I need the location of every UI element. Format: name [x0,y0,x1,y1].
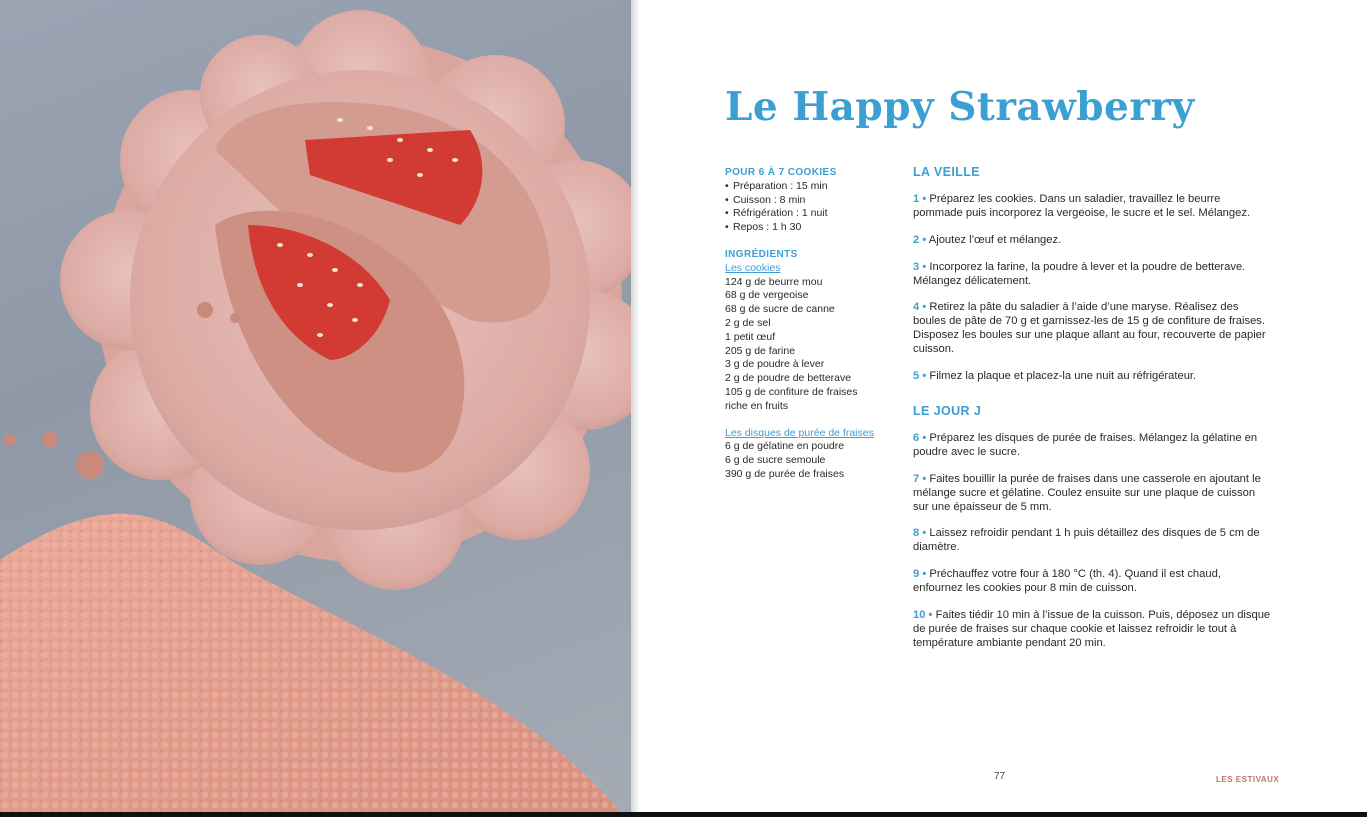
ingredient-item: 6 g de sucre semoule [725,454,826,467]
step-item [913,193,1271,221]
time-item: • Cuisson : 8 min [725,194,905,208]
step-item [913,527,1271,555]
running-head: LES ESTIVAUX [1216,775,1280,784]
step-number: 5 • [913,370,927,383]
ingredient-item: 105 g de confiture de fraises riche en fruits [725,385,858,412]
step-number: 2 • [913,233,927,246]
ingredient-item: 68 g de vergeoise [725,289,809,302]
step-item [913,432,1271,460]
cookie-plate-illustration [0,0,631,812]
ingredient-item: 1 petit œuf [725,330,776,343]
step-item [913,234,1271,248]
step-number: 7 • [913,472,927,485]
step-item [913,473,1271,515]
step-text: Préchauffez votre four à 180 °C (th. 4). Quand il est chaud, enfournez les cookies pour 8 min de cuisson. [913,568,1221,595]
ingredient-item: 124 g de beurre mou [725,275,823,288]
jour-heading: LE JOUR J [913,403,982,418]
step-text: Ajoutez l’œuf et mélangez. [928,233,1062,246]
discs-subheading: Les disques de purée de fraises [725,426,874,439]
step-number: 10 • [913,609,933,622]
time-item: • Réfrigération : 1 nuit [725,207,905,221]
step-item [913,370,1271,384]
step-number: 9 • [913,568,927,581]
step-text: Incorporez la farine, la poudre à lever et la poudre de betterave. Mélangez délicatement. [913,260,1246,287]
step-item [913,261,1271,289]
steps-column [913,166,1271,664]
ingredient-item: 390 g de purée de fraises [725,467,845,480]
step-item [913,301,1271,357]
step-number: 1 • [913,192,927,205]
step-number: 8 • [913,527,927,540]
veille-heading: LA VEILLE [913,165,981,179]
ingredient-item: 68 g de sucre de canne [725,303,835,316]
step-text: Faites tiédir 10 min à l’issue de la cuisson. Puis, déposez un disque de purée de fraises sur chaque cookie et laissez refroidir le tout à température ambiante pendant 20 min. [913,609,1271,649]
page-gutter [631,0,639,812]
step-number: 6 • [913,431,927,444]
step-number: 4 • [913,301,927,314]
step-number: 3 • [913,260,927,273]
ingredient-item: 2 g de poudre de betterave [725,372,852,385]
step-item [913,568,1271,596]
knitted-cloth [0,514,620,812]
ingredients-column [725,166,905,482]
recipe-page [639,0,1367,812]
step-text: Retirez la pâte du saladier à l’aide d’une maryse. Réalisez des boules de pâte de 70 g et garnissez-les de 15 g de confiture de fraises. Disposez les boules sur une plaque allant au four, recouverte de papier cuisson. [913,301,1266,356]
step-text: Filmez la plaque et placez-la une nuit au réfrigérateur. [929,370,1197,383]
time-item: • Préparation : 15 min [725,180,905,194]
ingredient-item: 3 g de poudre à lever [725,358,825,371]
ingredient-item: 2 g de sel [725,316,771,329]
step-item [913,609,1271,651]
recipe-title: Le Happy Strawberry [725,84,1195,130]
ingredients-heading: INGRÉDIENTS [725,248,798,260]
cookies-subheading: Les cookies [725,261,781,274]
time-item: • Repos : 1 h 30 [725,221,905,235]
ingredient-item: 6 g de gélatine en poudre [725,440,845,453]
step-text: Laissez refroidir pendant 1 h puis détaillez des disques de 5 cm de diamètre. [913,527,1260,554]
step-text: Préparez les cookies. Dans un saladier, travaillez le beurre pommade puis incorporez la vergeoise, le sucre et le sel. Mélangez. [913,192,1251,219]
ingredient-item: 205 g de farine [725,344,796,357]
step-text: Préparez les disques de purée de fraises. Mélangez la gélatine en poudre avec le sucre. [913,431,1258,458]
recipe-photo [0,0,631,812]
page-number: 77 [994,771,1006,782]
servings-heading: POUR 6 À 7 COOKIES [725,167,837,178]
step-text: Faites bouillir la purée de fraises dans une casserole en ajoutant le mélange sucre et gélatine. Coulez ensuite sur une plaque de cuisson sur une épaisseur de 5 mm. [913,472,1261,513]
